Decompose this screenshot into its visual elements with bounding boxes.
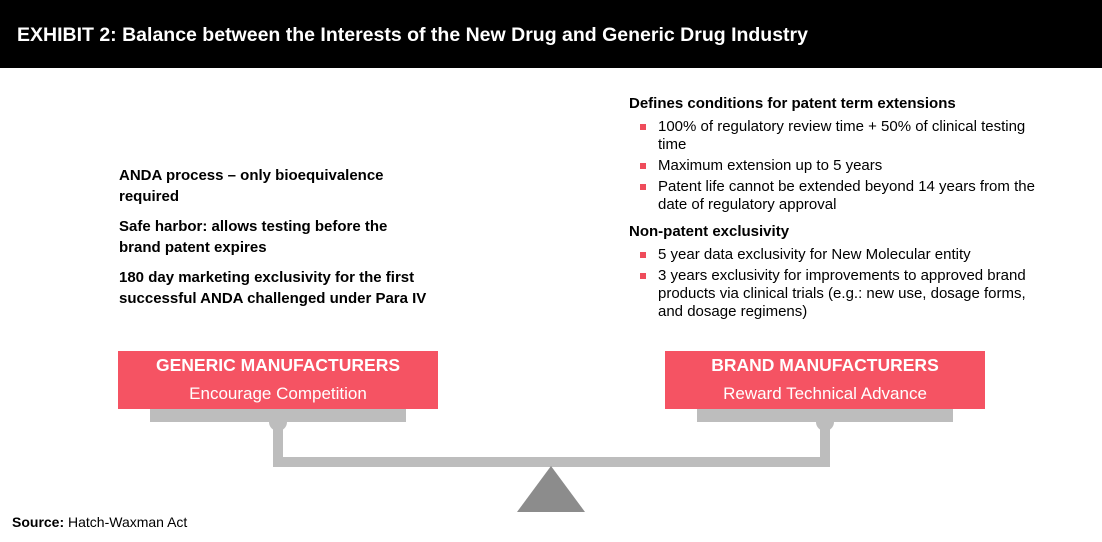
generic-manufacturers-box — [118, 351, 438, 409]
scale-beam — [278, 422, 825, 462]
generic-benefit-item: ANDA process – only bioequivalence required — [119, 167, 384, 205]
bullet-text: Maximum extension up to 5 years — [658, 157, 883, 174]
generic-benefit-item: Safe harbor: allows testing before the brand patent expires — [119, 218, 388, 256]
generic-benefit-item: 180 day marketing exclusivity for the first successful ANDA challenged under Para IV — [119, 269, 427, 307]
section-heading-non-patent-exclusivity: Non-patent exclusivity — [629, 223, 790, 240]
bullet-text: 100% of regulatory review time + 50% of clinical testing time — [658, 118, 1026, 153]
exhibit-title: EXHIBIT 2: Balance between the Interests of the New Drug and Generic Drug Industry — [17, 24, 808, 46]
source-note — [12, 514, 187, 530]
brand-manufacturers-box — [665, 351, 985, 409]
source-label: Source: — [12, 514, 65, 530]
section-heading-patent-extensions: Defines conditions for patent term extensions — [629, 95, 956, 112]
generic-box-title: GENERIC MANUFACTURERS — [155, 355, 401, 375]
source-text: Hatch-Waxman Act — [68, 514, 188, 530]
brand-box-subtitle: Reward Technical Advance — [723, 384, 927, 403]
brand-box-title: BRAND MANUFACTURERS — [711, 355, 939, 375]
bullet-text: 3 years exclusivity for improvements to approved brand products via clinical trials (e.g.: new use, dosage forms, and dosage regimens) — [658, 267, 1026, 320]
bullet-text: Patent life cannot be extended beyond 14 years from the date of regulatory approval — [658, 178, 1035, 213]
fulcrum — [517, 466, 585, 512]
generic-box-subtitle: Encourage Competition — [189, 384, 367, 403]
bullet-text: 5 year data exclusivity for New Molecular entity — [658, 246, 971, 263]
